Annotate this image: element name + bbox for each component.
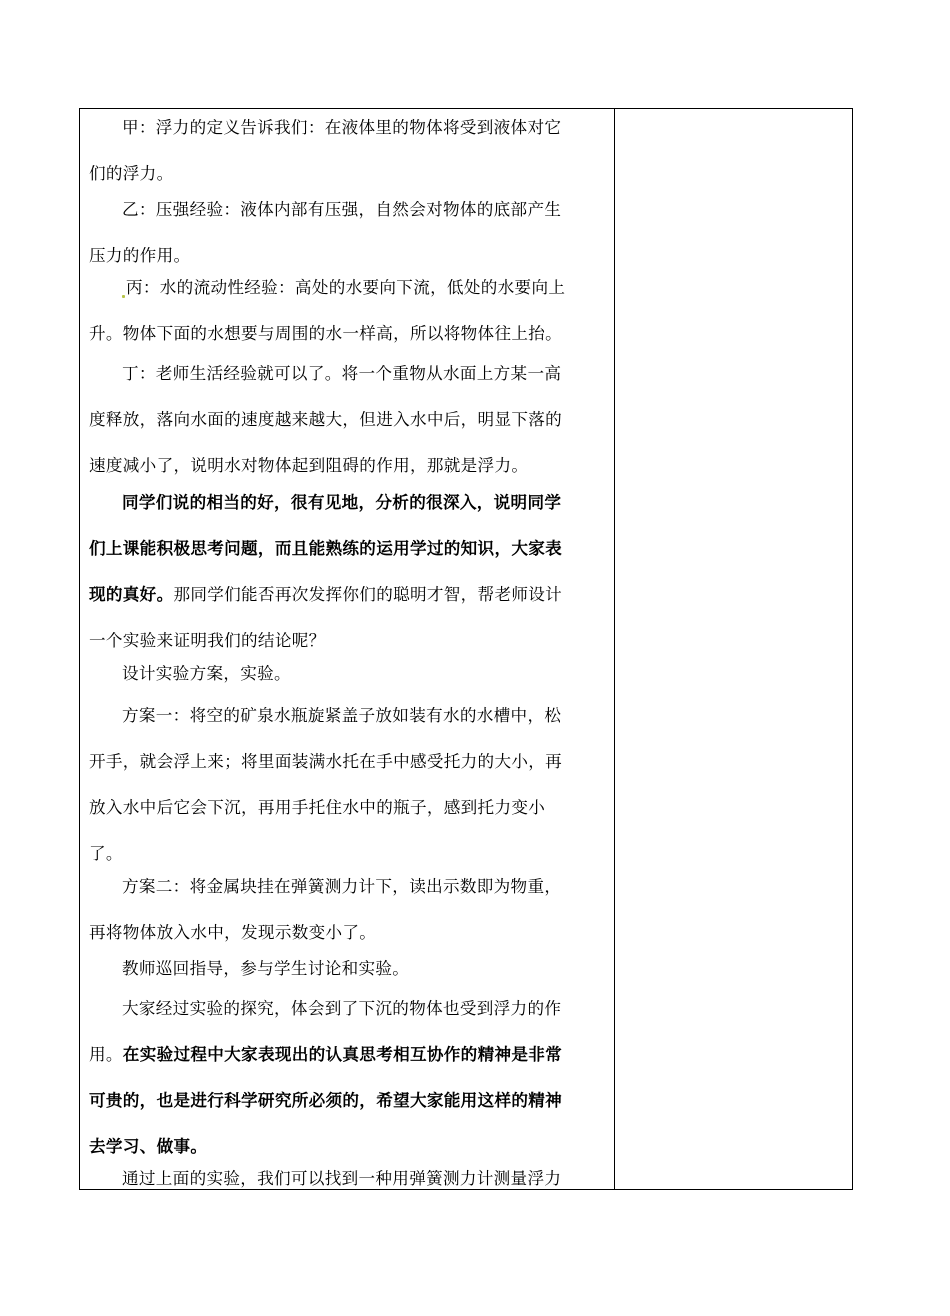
text-line: 设计实验方案，实验。 bbox=[122, 664, 291, 683]
text-line: 放入水中后它会下沉，再用手托住水中的瓶子，感到托力变小 bbox=[89, 798, 546, 817]
text-line bbox=[89, 1044, 605, 1065]
notes-column bbox=[615, 109, 852, 1189]
text-line: 方案一：将空的矿泉水瓶旋紧盖子放如装有水的水槽中，松 bbox=[122, 706, 562, 725]
text-line: 大家经过实验的探究，体会到了下沉的物体也受到浮力的作 bbox=[122, 999, 562, 1018]
text-line: 同学们说的相当的好，很有见地，分析的很深入，说明同学 bbox=[122, 492, 562, 512]
text-line: 了。 bbox=[89, 844, 123, 863]
text-line bbox=[89, 277, 605, 298]
text-line: 甲：浮力的定义告诉我们：在液体里的物体将受到液体对它 bbox=[122, 118, 562, 137]
text-line: 开手，就会浮上来；将里面装满水托在手中感受托力的大小，再 bbox=[89, 752, 563, 771]
paragraph-yi bbox=[89, 199, 605, 266]
text-line: 通过上面的实验，我们可以找到一种用弹簧测力计测量浮力 bbox=[122, 1169, 562, 1188]
text-line: 去学习、做事。 bbox=[89, 1136, 208, 1156]
text-line: 速度减小了，说明水对物体起到阻碍的作用，那就是浮力。 bbox=[89, 456, 529, 475]
text-line: 丁：老师生活经验就可以了。将一个重物从水面上方某一高 bbox=[122, 364, 562, 383]
text-line: 们的浮力。 bbox=[89, 164, 174, 183]
text-bold-segment: 现的真好。 bbox=[89, 584, 174, 604]
paragraph-guide bbox=[89, 958, 605, 979]
text-line: 再将物体放入水中，发现示数变小了。 bbox=[89, 923, 377, 942]
text-line-content: 丙：水的流动性经验：高处的水要向下流，低处的水要向上 bbox=[126, 278, 566, 297]
margin-mark-icon bbox=[122, 295, 125, 298]
text-line: 压力的作用。 bbox=[89, 246, 191, 265]
paragraph-plan1 bbox=[89, 705, 605, 864]
paragraph-ding bbox=[89, 363, 605, 476]
text-line: 度释放，落向水面的速度越来越大，但进入水中后，明显下落的 bbox=[89, 410, 563, 429]
text-line: 一个实验来证明我们的结论呢？ bbox=[89, 631, 326, 650]
content-column bbox=[80, 109, 615, 1189]
text-line bbox=[89, 584, 605, 605]
paragraph-praise bbox=[89, 492, 605, 651]
text-segment: 那同学们能否再次发挥你们的聪明才智，帮老师设计 bbox=[173, 585, 563, 604]
lesson-table bbox=[79, 108, 853, 1190]
paragraph-plan2 bbox=[89, 876, 605, 943]
paragraph-design bbox=[89, 663, 605, 684]
paragraph-last bbox=[89, 1168, 605, 1189]
text-line: 升。物体下面的水想要与周围的水一样高，所以将物体往上抬。 bbox=[89, 324, 563, 343]
text-line: 乙：压强经验：液体内部有压强，自然会对物体的底部产生 bbox=[122, 200, 562, 219]
text-bold-segment: 在实验过程中大家表现出的认真思考相互协作的精神是非常 bbox=[122, 1044, 563, 1064]
text-line: 可贵的，也是进行科学研究所必须的，希望大家能用这样的精神 bbox=[89, 1090, 563, 1110]
paragraph-jia bbox=[89, 117, 605, 184]
paragraph-summary bbox=[89, 998, 605, 1157]
paragraph-bing bbox=[89, 277, 605, 344]
text-line: 方案二：将金属块挂在弹簧测力计下，读出示数即为物重， bbox=[122, 877, 562, 896]
text-segment: 用。 bbox=[89, 1045, 123, 1064]
text-line: 们上课能积极思考问题，而且能熟练的运用学过的知识，大家表 bbox=[89, 538, 563, 558]
text-line: 教师巡回指导，参与学生讨论和实验。 bbox=[122, 959, 410, 978]
